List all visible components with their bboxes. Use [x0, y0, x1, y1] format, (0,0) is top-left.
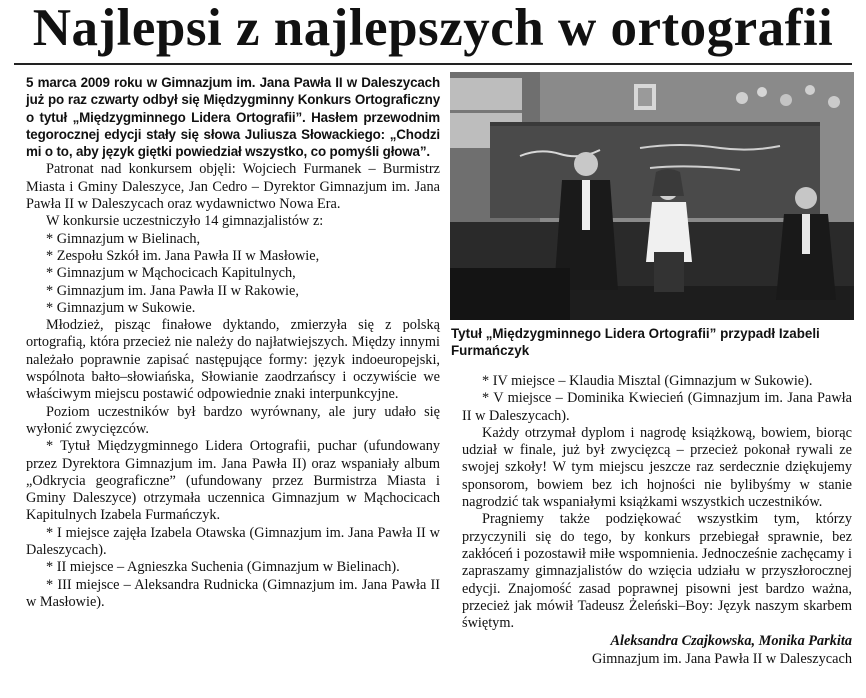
- paragraph: * I miejsce zajęła Izabela Otawska (Gimnazjum im. Jana Pawła II w Daleszycach).: [26, 524, 440, 559]
- photo-caption: Tytuł „Międzygminnego Lidera Ortografii” przypadł Izabeli Furmańczyk: [451, 326, 820, 359]
- article-photo: [450, 72, 854, 320]
- list-item: * Zespołu Szkół im. Jana Pawła II w Masłowie,: [46, 247, 320, 264]
- list-item: * Gimnazjum w Mąchocicach Kapitulnych,: [46, 265, 296, 282]
- paragraph: Pragniemy także podziękować wszystkim tym, którzy przyczynili się do tego, by konkurs przebiegał sprawnie, bez zakłóceń i pozostawił miłe wspomnienia. Jednocześnie zachęcamy i zapraszamy gimnazjalistów do wzięcia udziału w przyszłorocznej edycji. Znajomość zasad poprawnej pisowni jest bardzo ważna, przecież jak mówił Tadeusz Żeleński–Boy: Język naszym skarbem świętym.: [462, 511, 852, 632]
- paragraph: * III miejsce – Aleksandra Rudnicka (Gimnazjum im. Jana Pawła II w Masłowie).: [26, 576, 440, 610]
- list-item: * Gimnazjum w Bielinach,: [46, 230, 201, 247]
- right-column-body: [462, 373, 852, 632]
- paragraph: * IV miejsce – Klaudia Misztal (Gimnazjum w Sukowie).: [482, 373, 813, 389]
- article-headline: Najlepsi z najlepszych w ortografii: [32, 0, 834, 57]
- paragraph: Patronat nad konkursem objęli: Wojciech Furmanek – Burmistrz Miasta i Gminy Daleszyce, Jan Cedro – Dyrektor Gimnazjum im. Jana Pawła II w Daleszycach oraz wydawnictwo Nowa Era.: [26, 161, 440, 213]
- list-item: * Gimnazjum w Sukowie.: [46, 299, 196, 316]
- paragraph: * Tytuł Międzygminnego Lidera Ortografii, puchar (ufundowany przez Dyrektora Gimnazjum im. Jana Pawła II) oraz wspaniały album „Odkrycia geograficzne” (ufundowany przez Burmistrza Miasta i Gminy Daleszyce) otrzymała uczennica Gimnazjum w Mąchocicach Kapitulnych Izabela Furmańczyk.: [26, 438, 440, 524]
- article-lead: 5 marca 2009 roku w Gimnazjum im. Jana Pawła II w Daleszycach już po raz czwarty odbył się Międzygminny Konkurs Ortograficzny o tytuł „Międzygminnego Lidera Ortografii”. Hasłem przewodnim tegorocznej edycji stały się słowa Juliusza Słowackiego: „Chodzi mi o to, aby język giętki powiedział wszystko, co pomyśli głowa”.: [26, 75, 440, 160]
- left-column-body: [26, 161, 440, 611]
- paragraph: * II miejsce – Agnieszka Suchenia (Gimnazjum w Bielinach).: [46, 559, 400, 576]
- paragraph: W konkursie uczestniczyło 14 gimnazjalistów z:: [46, 213, 324, 230]
- photo-illustration: [450, 72, 854, 320]
- headline-rule: [14, 63, 852, 65]
- paragraph: Młodzież, pisząc finałowe dyktando, zmierzyła się z polską ortografią, która przecież nie należy do najłatwiejszych. Między innymi należało poprawnie zapisać następujące formy: język indoeuropejski, wspólnota bałto–słowiańska, Słowianie zaodrzańscy i oczywiście we właściwym miejscu postawić odpowiednie znaki interpunkcyjne.: [26, 317, 440, 403]
- signature-authors: Aleksandra Czajkowska, Monika Parkita: [610, 633, 852, 650]
- paragraph: Każdy otrzymał dyplom i nagrodę książkową, bowiem, biorąc udział w finale, już był zwycięzcą – przecież pokonał rywali ze swojej szkoły! W tym miejscu jeszcze raz serdecznie dziękujemy sponsorom, bowiem bez ich hojności nie bylibyśmy w stanie nagrodzić tak wspaniałymi książkami wszystkich uczestników.: [462, 424, 852, 511]
- list-item: * Gimnazjum im. Jana Pawła II w Rakowie,: [46, 282, 299, 299]
- paragraph: Poziom uczestników był bardzo wyrównany, ale jury udało się wyłonić zwycięzców.: [26, 403, 440, 437]
- paragraph: * V miejsce – Dominika Kwiecień (Gimnazjum im. Jana Pawła II w Daleszycach).: [462, 390, 852, 424]
- right-column: [462, 373, 852, 668]
- signature-school: Gimnazjum im. Jana Pawła II w Daleszycach: [591, 650, 852, 667]
- left-column: [26, 74, 440, 611]
